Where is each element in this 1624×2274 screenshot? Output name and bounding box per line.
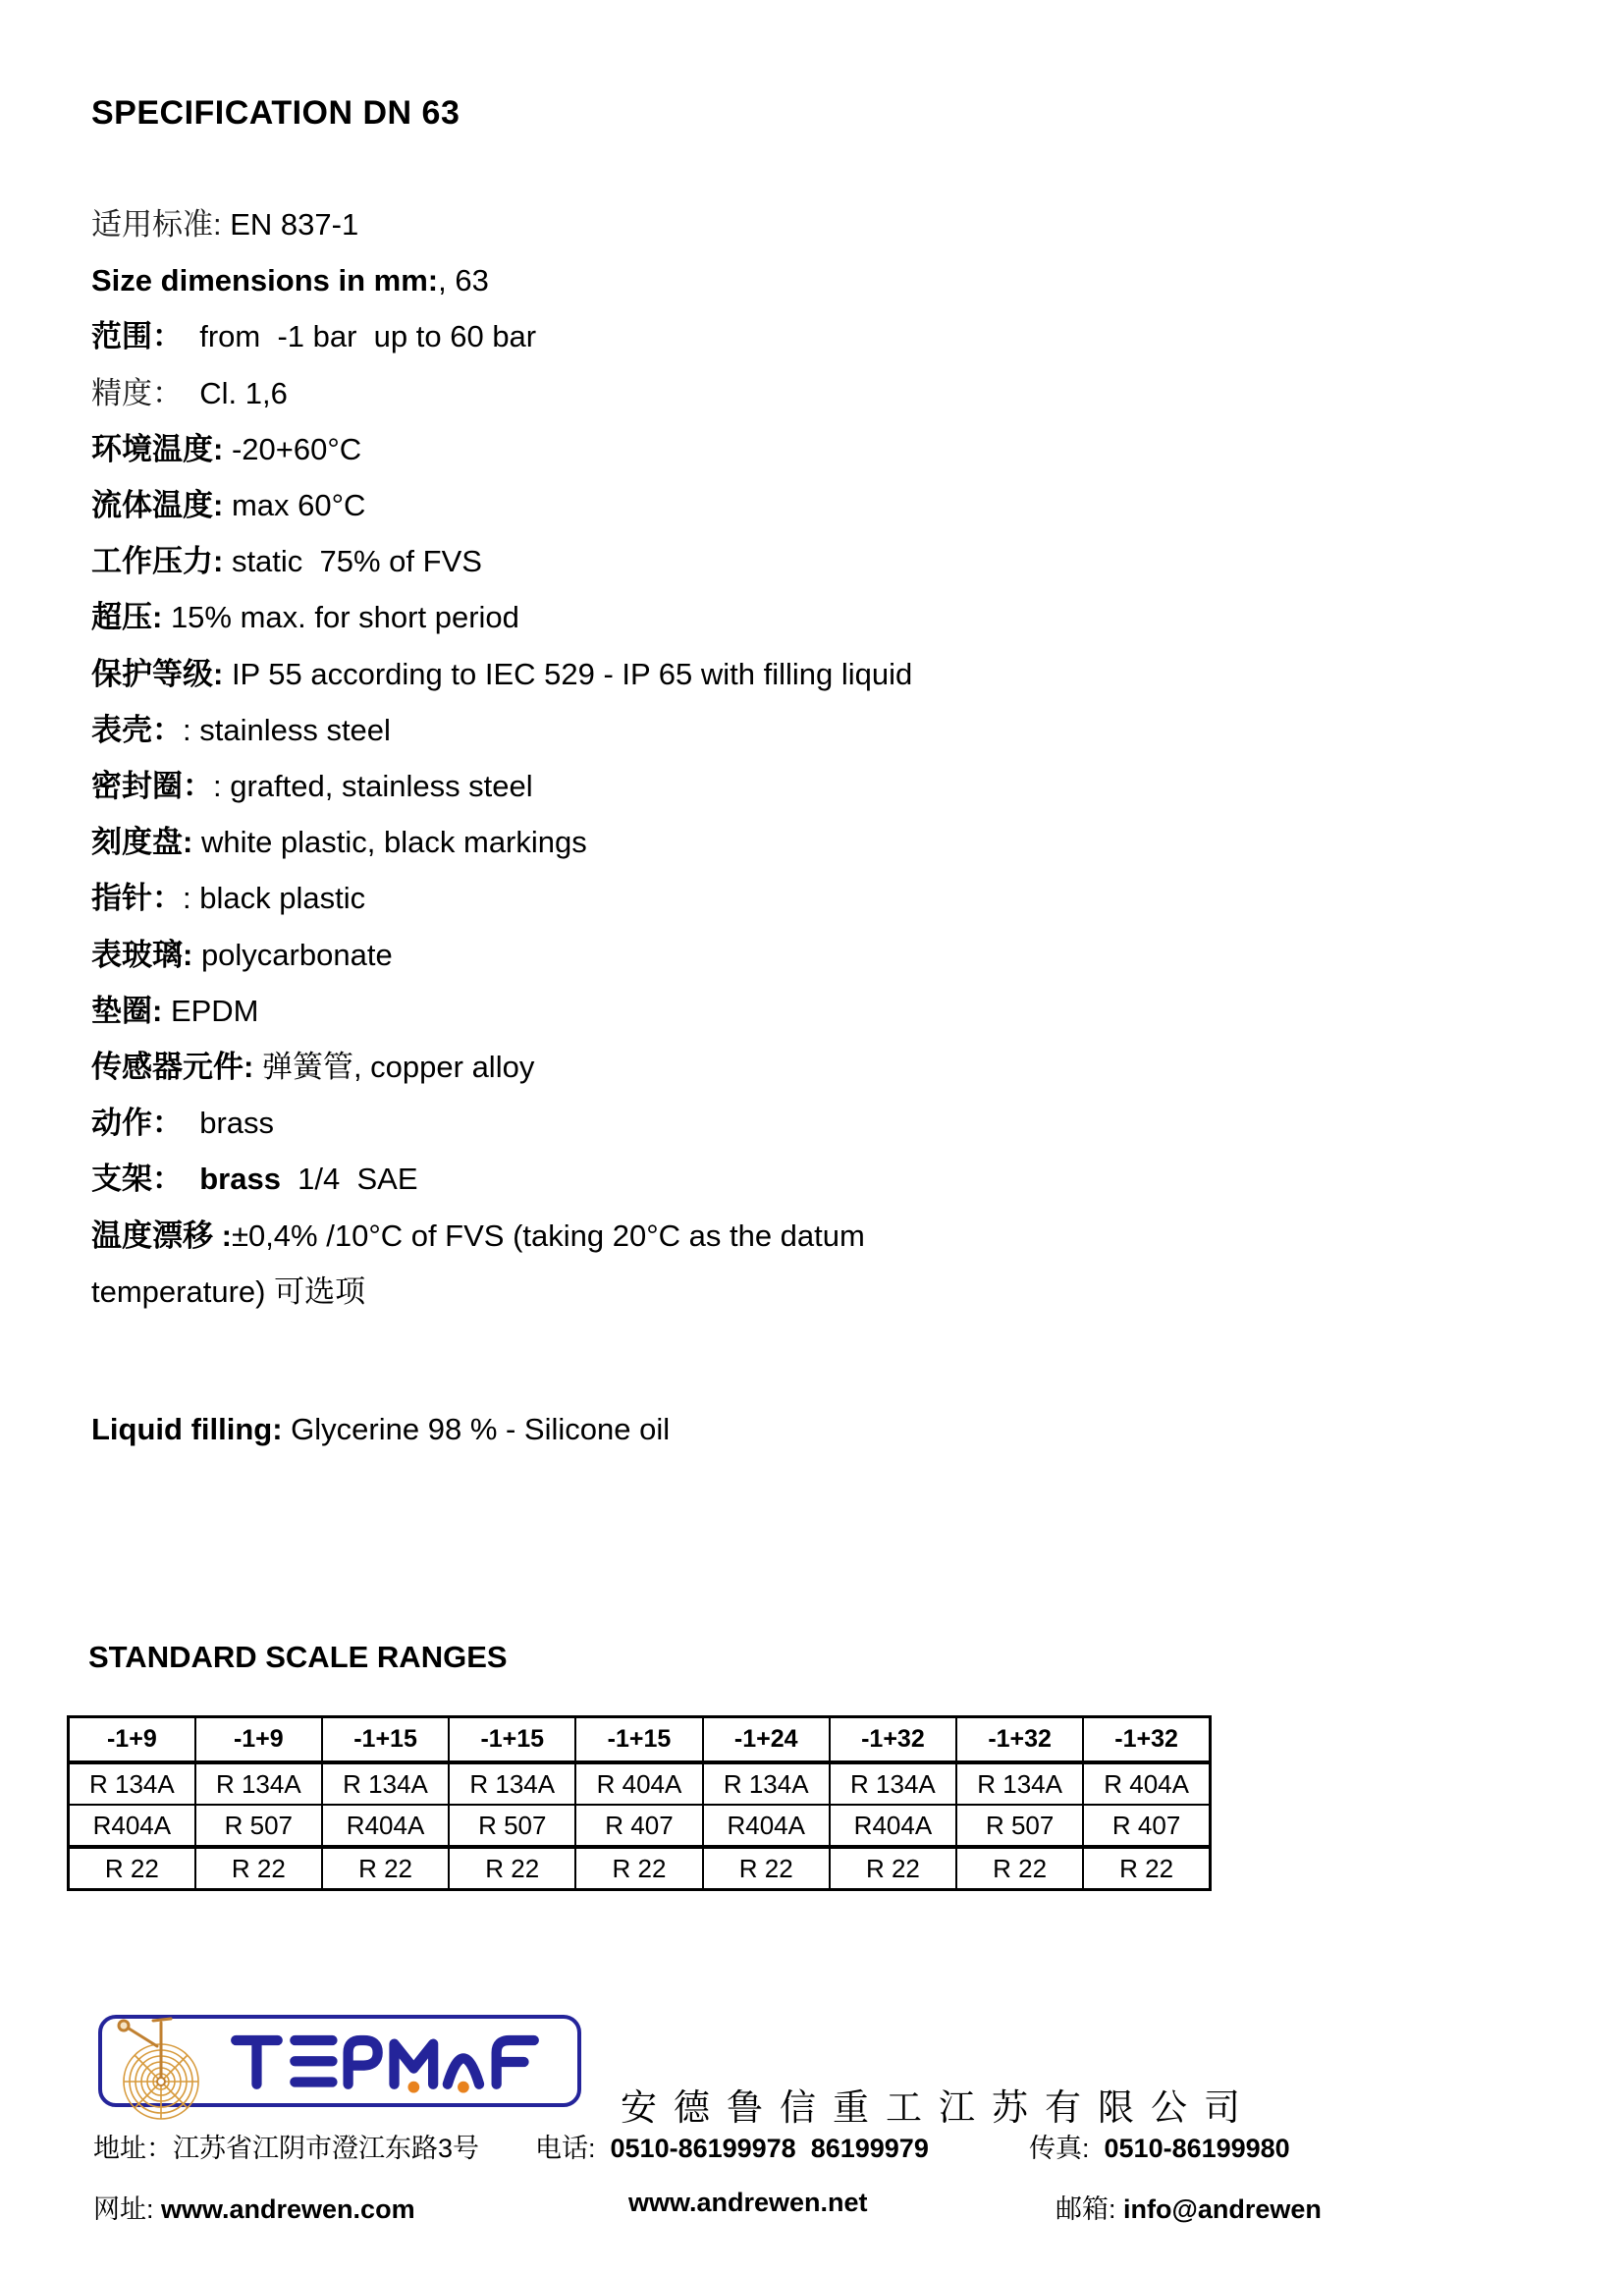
spec-value: white plastic, black markings [192,825,587,860]
spec-value: brass [183,1162,281,1197]
table-row [69,1762,1211,1805]
spec-line-temp-drift-cont [91,1264,1564,1320]
spec-label: 适用标准: [91,207,231,242]
spec-line-standard [91,196,1564,252]
spec-value: : stainless steel [183,712,391,747]
header-cell: -1+15 [322,1717,449,1763]
termaf-wordmark [208,2030,562,2094]
spec-label: 环境温度: [91,431,224,466]
spec-label: 垫圈: [91,993,163,1028]
footer-email [1056,2188,1322,2226]
table-cell: R 22 [575,1847,702,1890]
table-cell: R 134A [322,1762,449,1805]
email-label: 邮箱: [1056,2194,1124,2224]
spec-label: 密封圈： [91,769,213,804]
spec-value: -20+60°C [223,431,362,466]
table-cell: R 22 [830,1847,956,1890]
header-cell: -1+32 [1083,1717,1210,1763]
web-value-2: www.andrewen.net [628,2188,868,2217]
spec-label: 表壳： [91,712,183,747]
footer-website-2 [628,2188,868,2218]
table-cell: R 22 [322,1847,449,1890]
spec-line-size [91,252,1564,308]
header-cell: -1+15 [449,1717,575,1763]
spec-label: 传感器元件: [91,1050,254,1085]
spec-label: 流体温度: [91,488,224,523]
header-cell: -1+32 [830,1717,956,1763]
spec-line-overpressure [91,589,1564,645]
header-cell: -1+32 [956,1717,1083,1763]
spec-line-pointer [91,870,1564,926]
fax-value: 0510-86199980 [1104,2134,1290,2163]
logo-text [102,2019,103,2020]
footer-fax [1029,2127,1290,2165]
table-cell: R 134A [830,1762,956,1805]
email-value: info@andrewen [1123,2194,1322,2224]
spec-label: 表玻璃: [91,937,193,972]
spec-line-range [91,308,1564,364]
liquid-filling-label: Liquid filling: [91,1412,283,1446]
spec-line-connection [91,1151,1564,1207]
address-label: 地址： [93,2134,173,2163]
spec-value: from -1 bar up to 60 bar [183,319,537,354]
spec-line-dial [91,814,1564,870]
scale-ranges-heading: STANDARD SCALE RANGES [88,1640,508,1674]
table-row [69,1847,1211,1890]
header-cell: -1+9 [69,1717,195,1763]
spec-line-sensing-element [91,1039,1564,1095]
company-name: 安德鲁信重工江苏有限公司 [621,2087,1257,2128]
table-cell: R 22 [703,1847,830,1890]
table-header-row [69,1717,1211,1763]
spec-label: 刻度盘: [91,825,193,860]
termaf-logo [98,2015,581,2107]
header-cell: -1+9 [195,1717,322,1763]
spec-line-window [91,927,1564,983]
table-cell: R404A [703,1805,830,1847]
web-value-1: www.andrewen.com [161,2194,415,2224]
spec-value: IP 55 according to IEC 529 - IP 65 with filling liquid [223,656,913,691]
table-cell: R 134A [703,1762,830,1805]
spec-line-working-pressure [91,533,1564,589]
fax-label: 传真: [1029,2134,1105,2163]
spec-value: 弹簧管, copper alloy [253,1050,535,1085]
table-cell: R 22 [956,1847,1083,1890]
spec-line-ambient-temp [91,421,1564,477]
table-cell: R 404A [1083,1762,1210,1805]
table-cell: R 134A [956,1762,1083,1805]
table-cell: R 404A [575,1762,702,1805]
spec-value: polycarbonate [192,937,393,972]
spec-line-protection [91,646,1564,702]
spec-value: EN 837-1 [230,207,359,242]
spec-label: 工作压力: [91,544,224,579]
spec-line-case [91,702,1564,758]
page-title: SPECIFICATION DN 63 [91,94,460,132]
liquid-filling-value: Glycerine 98 % - Silicone oil [282,1412,671,1446]
table-cell: R 22 [195,1847,322,1890]
table-cell: R 134A [69,1762,195,1805]
spec-line-sealing-ring [91,758,1564,814]
table-cell: R 507 [956,1805,1083,1847]
table-cell: R 22 [449,1847,575,1890]
header-cell: -1+15 [575,1717,702,1763]
table-cell: R404A [69,1805,195,1847]
spec-label: 支架： [91,1162,183,1197]
spec-value: temperature) 可选项 [91,1273,366,1309]
table-cell: R 507 [195,1805,322,1847]
scale-ranges-table [67,1715,1212,1891]
spec-value: : grafted, stainless steel [213,769,533,804]
footer-address [93,2127,479,2165]
spec-value: brass [183,1106,275,1141]
table-cell: R 407 [1083,1805,1210,1847]
spec-line-accuracy [91,365,1564,421]
spec-value: , 63 [438,263,489,298]
spec-line-gasket [91,983,1564,1039]
spec-value: max 60°C [223,488,366,523]
table-row [69,1805,1211,1847]
header-cell: -1+24 [703,1717,830,1763]
spec-value: Cl. 1,6 [183,375,288,410]
spec-label: 指针： [91,881,183,916]
table-cell: R 134A [195,1762,322,1805]
phone-value: 0510-86199978 86199979 [610,2134,929,2163]
spec-label: 精度： [91,375,183,410]
spec-value: ±0,4% /10°C of FVS (taking 20°C as the datum [231,1218,865,1253]
spec-value-2: 1/4 SAE [280,1162,418,1197]
table-cell: R404A [830,1805,956,1847]
phone-label: 电话: [535,2134,611,2163]
spec-label: 保护等级: [91,656,224,691]
spec-list [91,196,1564,1320]
spec-value: : black plastic [183,881,366,916]
table-cell: R404A [322,1805,449,1847]
spec-line-fluid-temp [91,477,1564,533]
web-label: 网址: [93,2194,162,2224]
gauge-icon [110,2007,218,2123]
spec-label: 超压: [91,600,163,635]
spec-value: static 75% of FVS [223,544,482,579]
table-cell: R 22 [1083,1847,1210,1890]
spec-value: 15% max. for short period [162,600,519,635]
spec-value: EPDM [162,993,259,1028]
address-value: 江苏省江阴市澄江东路3号 [173,2134,480,2163]
spec-label: Size dimensions in mm: [91,263,439,298]
spec-label: 范围： [91,319,183,354]
spec-label: 动作： [91,1106,183,1141]
table-cell: R 507 [449,1805,575,1847]
footer-phone [535,2127,929,2165]
spec-line-movement [91,1095,1564,1151]
table-cell: R 22 [69,1847,195,1890]
spec-label: 温度漂移 : [91,1218,232,1253]
footer-website [93,2188,415,2226]
table-cell: R 134A [449,1762,575,1805]
liquid-filling-line [91,1412,670,1447]
spec-line-temp-drift [91,1208,1564,1264]
table-cell: R 407 [575,1805,702,1847]
